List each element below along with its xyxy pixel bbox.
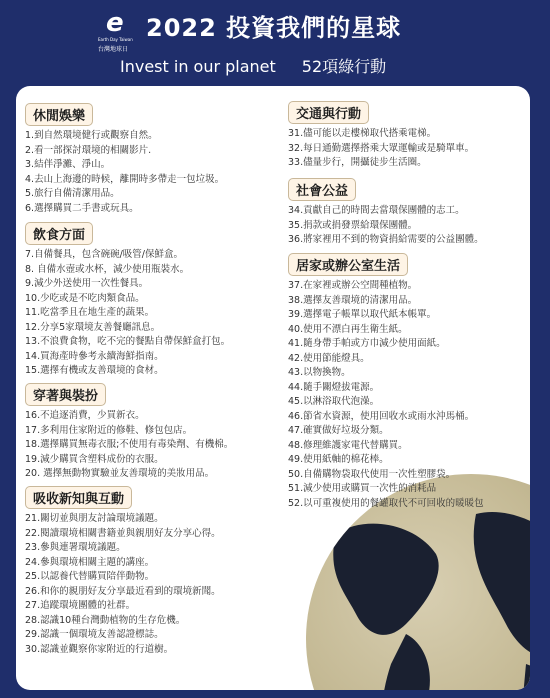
section-home: [288, 253, 484, 511]
list-item: 49.使用紙軸的棉花棒。: [288, 454, 389, 465]
list-item: 31.儘可能以走樓梯取代搭乘電梯。: [288, 128, 437, 139]
item-list: [25, 129, 224, 216]
item-list: [25, 512, 221, 657]
list-item: 41.隨身帶手帕或方巾減少使用面紙。: [288, 338, 446, 349]
logo-glyph: e: [106, 8, 124, 38]
list-item: 48.修理維護家電代替購買。: [288, 439, 408, 451]
section-title: 交通與行動: [288, 101, 369, 124]
list-item: 8. 自備水壺或水杯，減少使用瓶裝水。: [25, 263, 190, 275]
section-title: 穿著與裝扮: [25, 383, 106, 406]
earth-day-logo: [98, 10, 140, 52]
logo-english: Earth Day Taiwan: [98, 37, 133, 42]
list-item: 34.貢獻自己的時間去當環保團體的志工。: [288, 205, 465, 216]
list-item: 47.確實做好垃圾分類。: [288, 425, 389, 436]
list-item: 11.吃當季且在地生產的蔬果。: [25, 307, 155, 318]
logo-chinese: 台灣地球日: [98, 46, 129, 53]
action-count: 52項綠行動: [301, 57, 387, 76]
list-item: 16.不追逐消費，少買新衣。: [25, 410, 145, 421]
list-item: 5.旅行自備清潔用品。: [25, 188, 120, 199]
list-item: 36.將家裡用不到的物資捐給需要的公益團體。: [288, 234, 484, 245]
list-item: 32.每日通勤選擇搭乘大眾運輸或是騎單車。: [288, 142, 475, 154]
list-item: 20. 選擇無動物實驗並友善環境的美妝用品。: [25, 468, 215, 479]
list-item: 6.選擇購買二手書或玩具。: [25, 202, 139, 214]
list-item: 13.不浪費食物，吃不完的餐點自帶保鮮盒打包。: [25, 336, 231, 347]
list-item: 44.隨手關燈拔電源。: [288, 381, 380, 393]
list-item: 28.認識10種台灣動植物的生存危機。: [25, 614, 186, 626]
list-item: 22.閱讀環境相關書籍並與親朋好友分享心得。: [25, 527, 221, 539]
list-item: 52.以可重複使用的餐罐取代不可回收的暖暖包: [288, 497, 484, 509]
list-item: 17.多利用住家附近的修鞋、修包包店。: [25, 424, 193, 436]
list-item: 39.選擇電子帳單以取代紙本帳單。: [288, 309, 437, 320]
list-item: 50.自備購物袋取代使用一次性塑膠袋。: [288, 468, 456, 480]
list-item: 30.認識並觀察你家附近的行道樹。: [25, 643, 174, 655]
section-title: 社會公益: [288, 178, 356, 201]
list-item: 1.到自然環境健行或觀察自然。: [25, 130, 158, 141]
section-clothing: [25, 383, 233, 482]
list-item: 27.追蹤環境團體的社群。: [25, 600, 136, 611]
list-item: 4.去山上海邊的時候，離開時多帶走一包垃圾。: [25, 173, 225, 185]
list-item: 19.減少購買含塑料成份的衣服。: [25, 453, 164, 465]
list-item: 3.結伴淨灘、淨山。: [25, 159, 111, 170]
list-item: 43.以物換物。: [288, 367, 351, 378]
section-leisure: [25, 103, 224, 216]
section-learning: [25, 486, 221, 657]
section-title: 飲食方面: [25, 222, 93, 245]
subtitle-english: Invest in our planet: [120, 57, 276, 76]
list-item: 15.選擇有機或友善環境的食材。: [25, 365, 164, 376]
page-title: 2022 投資我們的星球: [146, 14, 402, 42]
list-item: 25.以認養代替購買陪伴動物。: [25, 571, 155, 582]
list-item: 24.參與環境相關主題的講座。: [25, 556, 155, 568]
section-title: 休閒娛樂: [25, 103, 93, 126]
list-item: 26.和你的親朋好友分享最近看到的環境新聞。: [25, 585, 221, 597]
item-list: [25, 409, 233, 482]
list-item: 12.分享5家環境友善餐廳訊息。: [25, 321, 161, 333]
content-card: [16, 86, 530, 690]
list-item: 2.看一部探討環境的相關影片.: [25, 144, 152, 156]
section-title: 居家或辦公室生活: [288, 253, 408, 276]
list-item: 29.認識一個環境友善認證標誌。: [25, 629, 164, 640]
list-item: 9.減少外送使用一次性餐具。: [25, 278, 149, 289]
section-welfare: [288, 178, 484, 248]
section-title: 吸收新知與互動: [25, 486, 132, 509]
list-item: 33.儘量步行，開攝徒步生活圈。: [288, 157, 427, 168]
list-item: 14.買海產時參考永續海鮮指南。: [25, 350, 164, 362]
section-food: [25, 222, 230, 379]
list-item: 38.選擇友善環境的清潔用品。: [288, 294, 418, 306]
list-item: 10.少吃或是不吃肉類食品。: [25, 292, 145, 304]
item-list: [288, 204, 484, 248]
header: [0, 0, 550, 86]
list-item: 51.減少使用或購買一次性的消耗品: [288, 483, 437, 494]
list-item: 23.參與連署環境議題。: [25, 542, 126, 553]
section-transport: [288, 101, 474, 171]
list-item: 45.以淋浴取代泡澡。: [288, 396, 380, 407]
list-item: 46.節省水資源，使用回收水或雨水沖馬桶。: [288, 410, 475, 422]
list-item: 40.使用不漂白再生衛生紙。: [288, 323, 408, 335]
list-item: 35.捐款或捐發票給環保團體。: [288, 219, 418, 231]
item-list: [288, 127, 474, 171]
list-item: 37.在家裡或辦公空間種植物。: [288, 280, 418, 291]
item-list: [288, 279, 484, 511]
page-subtitle: [120, 54, 386, 77]
item-list: [25, 248, 230, 379]
list-item: 18.選擇購買無毒衣服;不使用有毒染劑、有機棉。: [25, 439, 234, 450]
list-item: 7.自備餐具，包含碗碗/吸管/保鮮盒。: [25, 249, 183, 260]
list-item: 21.關切並與朋友討論環境議題。: [25, 513, 164, 524]
list-item: 42.使用節能燈具。: [288, 352, 370, 364]
